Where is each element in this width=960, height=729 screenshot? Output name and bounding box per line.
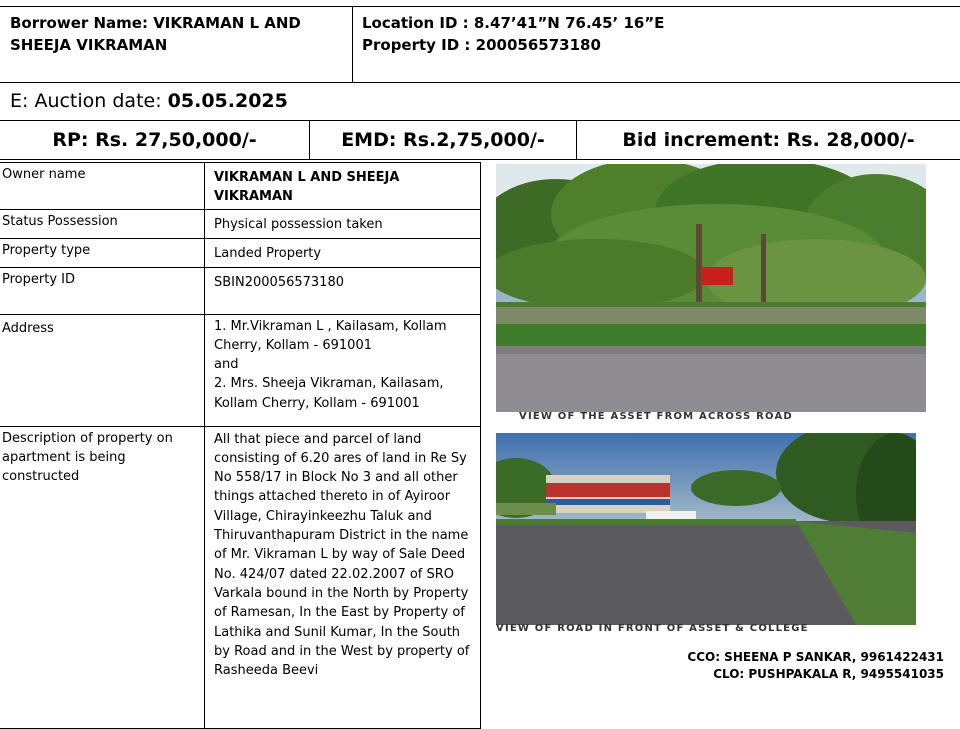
road-photo-illustration: [496, 433, 916, 625]
emd-amount: [309, 120, 577, 160]
asset-photo-illustration: [496, 164, 926, 412]
table-row: [0, 314, 481, 426]
table-row: [0, 163, 481, 210]
photo-caption-road: VIEW OF ROAD IN FRONT OF ASSET & COLLEGE: [496, 623, 809, 634]
cco-contact: CCO: SHEENA P SANKAR, 9961422431: [687, 650, 944, 664]
address-value: [205, 314, 481, 426]
address-line-1: 1. Mr.Vikraman L , Kailasam, Kollam Cherry, Kollam - 691001: [214, 318, 447, 353]
property-type-value: Landed Property: [205, 238, 481, 267]
property-details-table: [0, 162, 481, 729]
reserve-price-text: RP: Rs. 27,50,000/-: [52, 129, 257, 151]
bid-increment: [576, 120, 960, 160]
auction-date-value: 05.05.2025: [167, 90, 288, 112]
table-row: [0, 267, 481, 314]
property-id-header: Property ID : 200056573180: [362, 36, 601, 54]
bid-increment-text: Bid increment: Rs. 28,000/-: [622, 129, 915, 151]
address-label: Address: [0, 314, 205, 426]
owner-label: Owner name: [0, 163, 205, 210]
table-row: [0, 209, 481, 238]
auction-date-row: [0, 82, 960, 121]
emd-amount-text: EMD: Rs.2,75,000/-: [341, 129, 545, 151]
location-block: [352, 6, 960, 83]
asset-photo: [496, 164, 926, 412]
address-and: and: [214, 357, 239, 373]
road-photo: [496, 433, 916, 625]
address-line-2: 2. Mrs. Sheeja Vikraman, Kailasam, Kollam Cherry, Kollam - 691001: [214, 376, 444, 411]
borrower-name: [0, 6, 353, 83]
auction-date-label: E: Auction date:: [10, 90, 168, 112]
owner-value: VIKRAMAN L AND SHEEJA VIKRAMAN: [205, 163, 481, 210]
possession-label: Status Possession: [0, 209, 205, 238]
reserve-price: [0, 120, 310, 160]
property-id-label: Property ID: [0, 267, 205, 314]
description-value: All that piece and parcel of land consisting of 6.20 ares of land in Re Sy No 558/17 in Block No 3 and all other things attached thereto in of Ayiroor Village, Chirayinkeezhu Taluk and Thiruvanthapuram District in the name of Mr. Vikraman L by way of Sale Deed No. 424/07 dated 22.02.2007 of SRO Varkala bound in the North by Property of Ramesan, In the East by Property of Lathika and Sunil Kumar, In the South by Road and in the West by property of Rasheeda Beevi: [205, 426, 481, 728]
location-id: Location ID : 8.47’41”N 76.45’ 16”E: [362, 14, 665, 32]
notice-board: [701, 267, 733, 285]
property-id-value: SBIN200056573180: [205, 267, 481, 314]
clo-contact: CLO: PUSHPAKALA R, 9495541035: [713, 667, 944, 681]
table-row: [0, 238, 481, 267]
property-type-label: Property type: [0, 238, 205, 267]
possession-value: Physical possession taken: [205, 209, 481, 238]
table-row: [0, 426, 481, 728]
borrower-name-text: Borrower Name: VIKRAMAN L AND SHEEJA VIKRAMAN: [10, 14, 301, 54]
photo-caption-asset: VIEW OF THE ASSET FROM ACROSS ROAD: [519, 411, 793, 422]
description-label: Description of property on apartment is being constructed: [0, 426, 205, 728]
